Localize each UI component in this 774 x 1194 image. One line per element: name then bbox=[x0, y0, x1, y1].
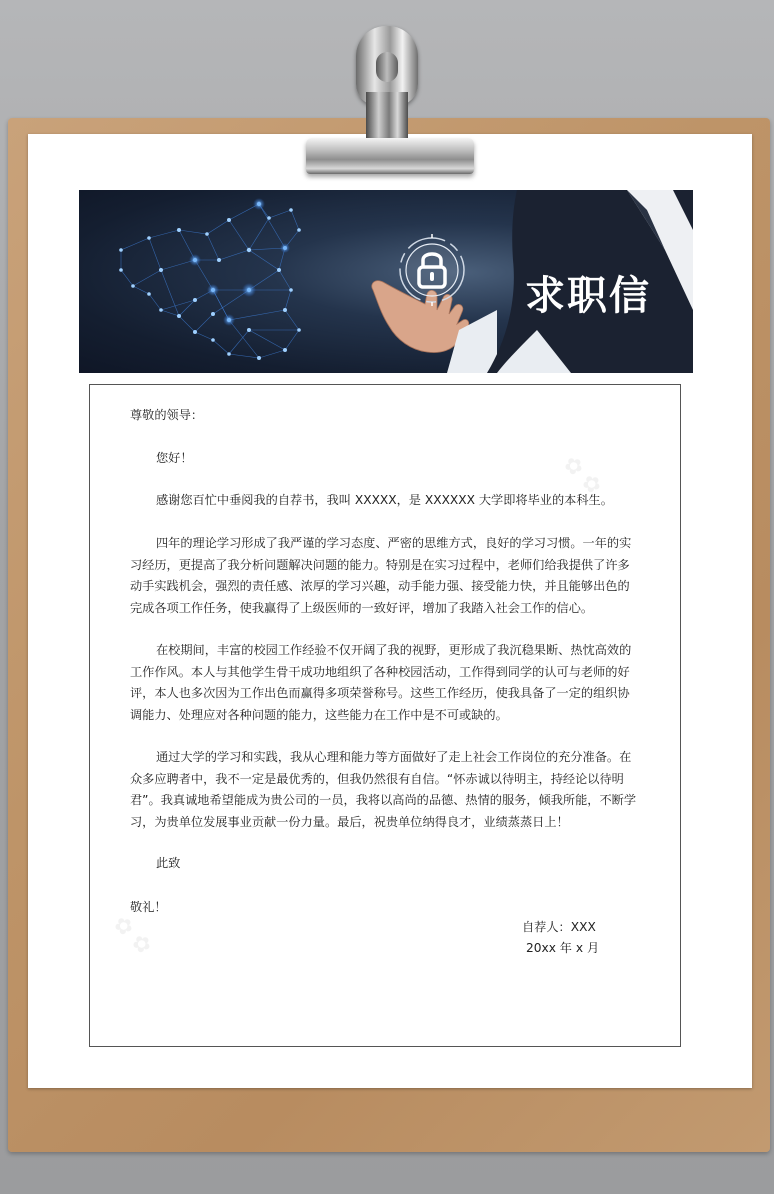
padlock-icon bbox=[397, 234, 467, 306]
paragraph-3 bbox=[130, 747, 640, 833]
closing-line-2: 敬礼！ bbox=[130, 900, 167, 914]
letter-body bbox=[89, 384, 681, 1047]
paragraph-line: 动手实践机会，强烈的责任感、浓厚的学习兴趣，动手能力强、接受能力快，并且能够出色的 bbox=[130, 579, 630, 593]
paragraph-line: 调能力、处理应对各种问题的能力，这些能力在工作中是不可或缺的。 bbox=[130, 707, 508, 722]
greeting: 您好！ bbox=[156, 451, 193, 465]
paragraph-line: 习，为贵单位发展事业贡献一份力量。最后，祝贵单位纳得良才，业绩蒸蒸日上！ bbox=[130, 814, 569, 829]
paragraph-2 bbox=[130, 640, 640, 726]
paragraph-line: 通过大学的学习和实践，我从心理和能力等方面做好了走上社会工作岗位的充分准备。在 bbox=[156, 750, 632, 764]
closing-line-1: 此致 bbox=[156, 856, 181, 870]
watermark: ✿ ✿ bbox=[557, 451, 607, 500]
paragraph-line: 四年的理论学习形成了我严谨的学习态度、严密的思维方式，良好的学习习惯。一年的实 bbox=[156, 536, 632, 550]
paragraph-line: 习经历，更提高了我分析问题解决问题的能力。特别是在实习过程中，老师们给我提供了许多 bbox=[130, 557, 630, 572]
header-banner bbox=[79, 190, 693, 373]
clip-hole bbox=[376, 52, 398, 82]
signature: 自荐人：XXX bbox=[522, 920, 596, 934]
binder-clip-icon bbox=[306, 138, 474, 174]
paragraph-line: 完成各项工作任务，使我赢得了上级医师的一致好评，增加了我踏入社会工作的信心。 bbox=[130, 600, 594, 615]
china-network-map-icon bbox=[109, 190, 339, 373]
intro-line: 感谢您百忙中垂阅我的自荐书，我叫 XXXXX，是 XXXXXX 大学即将毕业的本科生。 bbox=[156, 493, 613, 507]
salutation: 尊敬的领导： bbox=[130, 408, 204, 422]
banner-title: 求职信 bbox=[525, 272, 651, 319]
clip-neck bbox=[366, 92, 408, 142]
paragraph-1 bbox=[130, 533, 640, 619]
paragraph-line: 君”。我真诚地希望能成为贵公司的一员，我将以高尚的品德、热情的服务，倾我所能，不断学 bbox=[130, 793, 637, 807]
date: 20xx 年 x 月 bbox=[526, 941, 600, 955]
paragraph-line: 工作作风。本人与其他学生骨干成功地组织了各种校园活动，工作得到同学的认可与老师的好 bbox=[130, 664, 630, 679]
paragraph-line: 评，本人也多次因为工作出色而赢得多项荣誉称号。这些工作经历，使我具备了一定的组织协 bbox=[130, 686, 630, 700]
paragraph-line: 众多应聘者中，我不一定是最优秀的，但我仍然很有自信。“怀赤诚以待明主，持经论以待明 bbox=[130, 771, 624, 786]
paragraph-line: 在校期间，丰富的校园工作经验不仅开阔了我的视野，更形成了我沉稳果断、热忱高效的 bbox=[156, 643, 632, 657]
watermark: ✿ ✿ bbox=[107, 911, 157, 960]
